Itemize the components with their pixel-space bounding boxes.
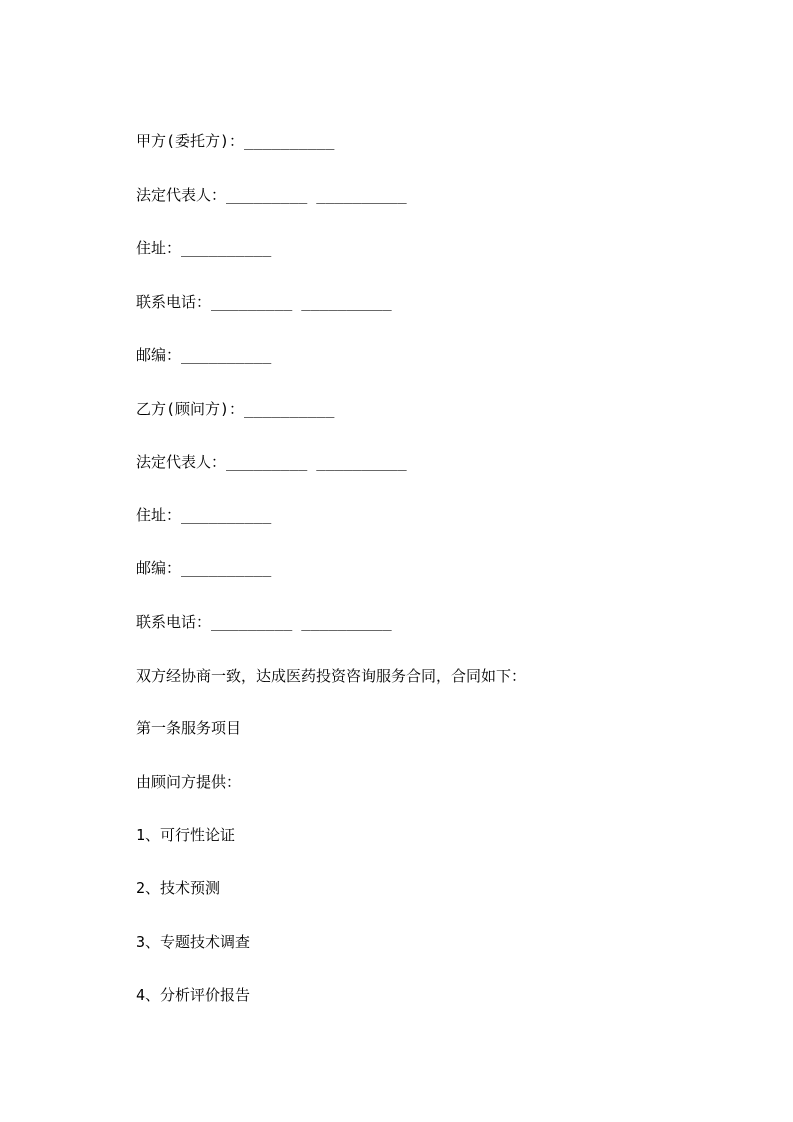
article-1-heading: 第一条服务项目 [136, 719, 242, 737]
party-b-representative-line: 法定代表人：_________ __________ [136, 453, 407, 471]
party-a-address-line: 住址：__________ [136, 239, 272, 257]
party-b-postcode-line: 邮编：__________ [136, 559, 272, 577]
party-b-address-line: 住址：__________ [136, 506, 272, 524]
list-item: 1、可行性论证 [136, 826, 236, 844]
list-item: 2、技术预测 [136, 879, 221, 897]
provided-by-line: 由顾问方提供： [136, 773, 242, 791]
party-a-representative-line: 法定代表人：_________ __________ [136, 186, 407, 204]
party-a-phone-line: 联系电话：_________ __________ [136, 293, 392, 311]
intro-paragraph: 双方经协商一致，达成医药投资咨询服务合同，合同如下： [136, 667, 527, 685]
party-b-line: 乙方(顾问方)：__________ [136, 400, 335, 418]
party-b-phone-line: 联系电话：_________ __________ [136, 613, 392, 631]
list-item: 4、分析评价报告 [136, 986, 251, 1004]
party-a-postcode-line: 邮编：__________ [136, 346, 272, 364]
list-item: 3、专题技术调查 [136, 933, 251, 951]
party-a-line: 甲方(委托方)：__________ [136, 132, 335, 150]
